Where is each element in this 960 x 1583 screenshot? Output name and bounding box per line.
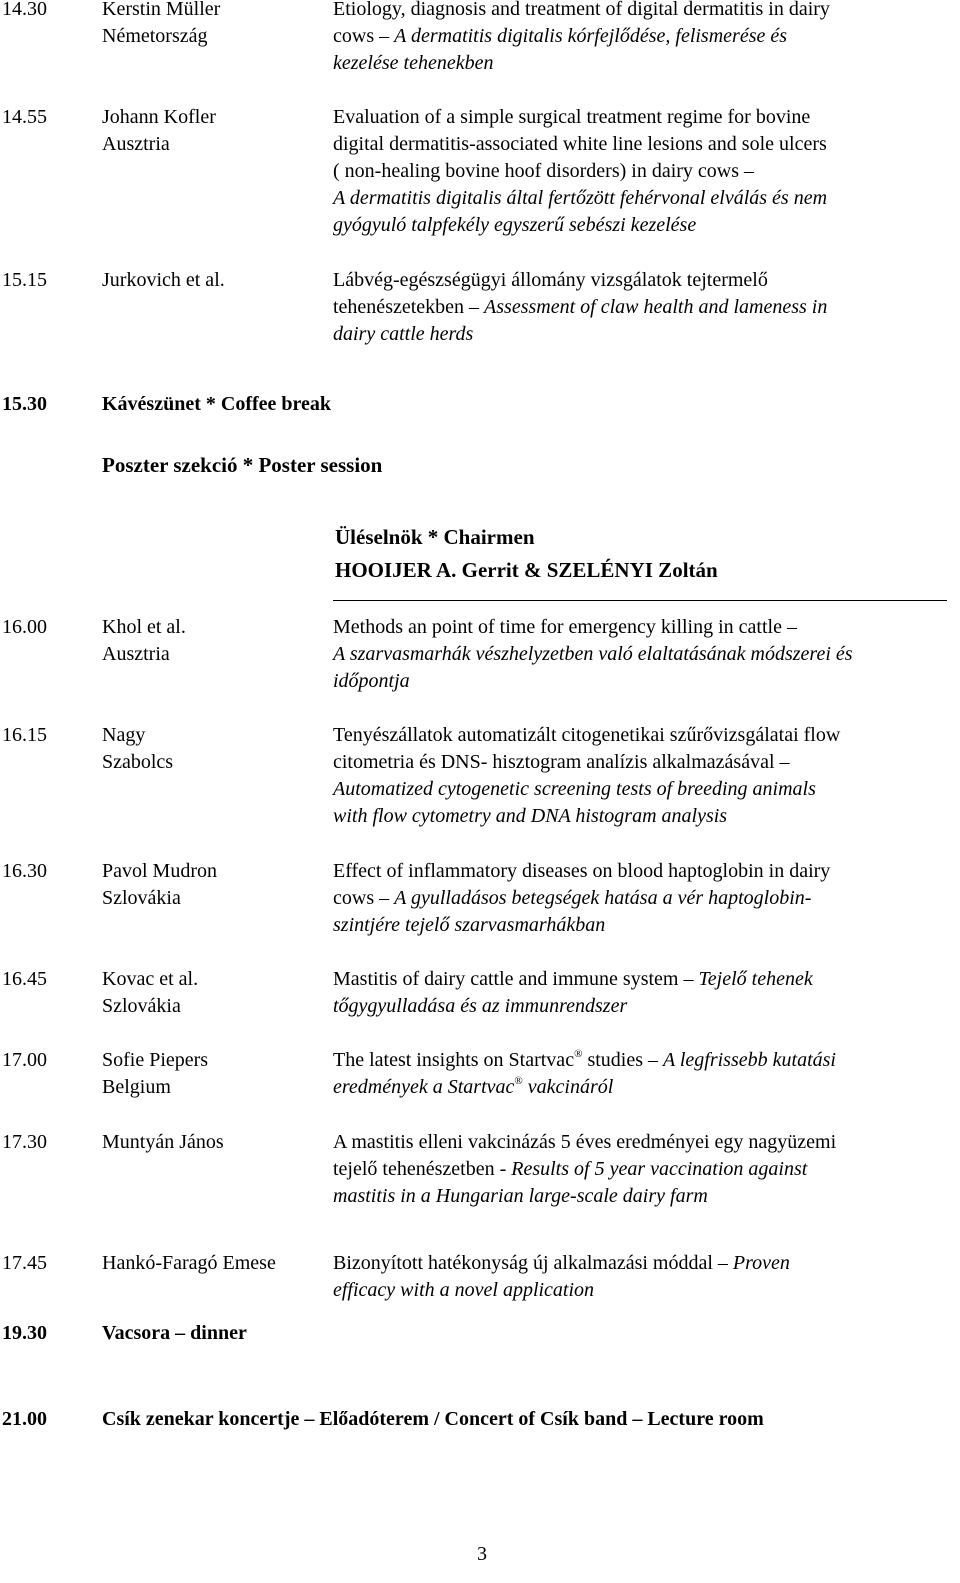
title-segment: cows – bbox=[333, 25, 395, 47]
item-time: 14.55 bbox=[2, 106, 47, 128]
title-line bbox=[333, 885, 947, 912]
page-number: 3 bbox=[477, 1543, 487, 1565]
item-presenter bbox=[102, 0, 220, 50]
title-segment: Evaluation of a simple surgical treatment regime for bovine bbox=[333, 106, 811, 128]
item-presenter bbox=[102, 1047, 208, 1101]
item-title bbox=[333, 614, 947, 695]
title-segment: mastitis in a Hungarian large-scale dairy farm bbox=[333, 1185, 708, 1207]
title-segment: Proven bbox=[732, 1252, 790, 1274]
presenter-country: Ausztria bbox=[102, 133, 170, 155]
title-line bbox=[333, 1074, 947, 1101]
title-line bbox=[333, 158, 947, 185]
presenter-country: Ausztria bbox=[102, 643, 170, 665]
title-segment: A mastitis elleni vakcinázás 5 éves eredményei egy nagyüzemi bbox=[333, 1131, 837, 1153]
item-time: 17.45 bbox=[2, 1252, 47, 1274]
title-line bbox=[333, 641, 947, 668]
title-segment: szintjére tejelő szarvasmarhákban bbox=[333, 914, 606, 936]
title-line bbox=[333, 993, 947, 1020]
title-segment: with flow cytometry and DNA histogram analysis bbox=[333, 805, 728, 827]
chairmen-names: HOOIJER A. Gerrit & SZELÉNYI Zoltán bbox=[335, 558, 718, 582]
title-line bbox=[333, 749, 947, 776]
title-line bbox=[333, 858, 947, 885]
title-segment: tejelő tehenészetben - bbox=[333, 1158, 512, 1180]
item-time: 17.30 bbox=[2, 1131, 47, 1153]
title-segment: A dermatitis digitalis kórfejlődése, felismerése és bbox=[394, 25, 788, 47]
title-segment: studies – bbox=[582, 1049, 663, 1071]
title-segment: Mastitis of dairy cattle and immune system – bbox=[333, 968, 699, 990]
item-time: 16.15 bbox=[2, 724, 47, 746]
title-segment: eredmények a Startvac bbox=[333, 1076, 515, 1098]
presenter-country: Belgium bbox=[102, 1076, 171, 1098]
title-line bbox=[333, 1129, 947, 1156]
title-segment: digital dermatitis-associated white line lesions and sole ulcers bbox=[333, 133, 827, 155]
presenter-country: Németország bbox=[102, 25, 208, 47]
presenter-name: Kovac et al. bbox=[102, 968, 199, 990]
title-segment: Effect of inflammatory diseases on blood haptoglobin in dairy bbox=[333, 860, 831, 882]
title-line bbox=[333, 104, 947, 131]
title-segment: vakcináról bbox=[522, 1076, 614, 1098]
registered-mark: ® bbox=[514, 1075, 523, 1087]
title-segment: kezelése tehenekben bbox=[333, 52, 494, 74]
title-line bbox=[333, 614, 947, 641]
title-segment: A legfrissebb kutatási bbox=[663, 1049, 836, 1071]
title-line bbox=[333, 776, 947, 803]
presenter-name: Sofie Piepers bbox=[102, 1049, 209, 1071]
item-title bbox=[333, 1250, 947, 1304]
title-line bbox=[333, 1047, 947, 1074]
title-line bbox=[333, 294, 947, 321]
title-segment: A szarvasmarhák vészhelyzetben való elaltatásának módszerei és bbox=[333, 643, 853, 665]
item-title bbox=[333, 0, 947, 77]
title-line bbox=[333, 267, 947, 294]
title-line bbox=[333, 212, 947, 239]
title-line bbox=[333, 1250, 947, 1277]
title-line bbox=[333, 668, 947, 695]
title-segment: The latest insights on Startvac bbox=[333, 1049, 575, 1071]
presenter-name: Muntyán János bbox=[102, 1131, 224, 1153]
title-segment: Tenyészállatok automatizált citogenetikai szűrővizsgálatai flow bbox=[333, 724, 841, 746]
poster-session-heading: Poszter szekció * Poster session bbox=[102, 453, 383, 477]
item-time: 16.30 bbox=[2, 860, 47, 882]
title-segment: tehenészetekben – bbox=[333, 296, 485, 318]
item-time: 16.00 bbox=[2, 616, 47, 638]
item-title bbox=[333, 722, 947, 830]
item-title bbox=[333, 1047, 947, 1101]
chairmen-divider bbox=[333, 600, 947, 601]
registered-mark: ® bbox=[574, 1048, 583, 1060]
title-line bbox=[333, 50, 947, 77]
item-presenter bbox=[102, 966, 198, 1020]
coffee-break-time: 15.30 bbox=[2, 393, 47, 415]
title-segment: A dermatitis digitalis által fertőzött fehérvonal elválás és nem bbox=[333, 187, 828, 209]
concert-label: Csík zenekar koncertje – Előadóterem / Concert of Csík band – Lecture room bbox=[102, 1408, 764, 1430]
title-line bbox=[333, 722, 947, 749]
item-presenter bbox=[102, 1129, 224, 1156]
presenter-country: Szabolcs bbox=[102, 751, 174, 773]
dinner-time: 19.30 bbox=[2, 1322, 47, 1344]
item-presenter bbox=[102, 104, 216, 158]
presenter-name: Kerstin Müller bbox=[102, 0, 221, 20]
title-segment: A gyulladásos betegségek hatása a vér haptoglobin- bbox=[394, 887, 812, 909]
title-segment: Etiology, diagnosis and treatment of digital dermatitis in dairy bbox=[333, 0, 830, 20]
item-title bbox=[333, 104, 947, 239]
presenter-name: Johann Kofler bbox=[102, 106, 216, 128]
item-time: 14.30 bbox=[2, 0, 47, 20]
title-segment: Bizonyított hatékonyság új alkalmazási móddal – bbox=[333, 1252, 733, 1274]
title-segment: Assessment of claw health and lameness in bbox=[484, 296, 828, 318]
title-segment: Methods an point of time for emergency killing in cattle – bbox=[333, 616, 797, 638]
title-segment: tőgygyulladása és az immunrendszer bbox=[333, 995, 628, 1017]
item-time: 15.15 bbox=[2, 269, 47, 291]
item-time: 16.45 bbox=[2, 968, 47, 990]
item-presenter bbox=[102, 267, 225, 294]
title-line bbox=[333, 912, 947, 939]
title-segment: ( non-healing bovine hoof disorders) in dairy cows – bbox=[333, 160, 755, 182]
item-time: 17.00 bbox=[2, 1049, 47, 1071]
item-presenter bbox=[102, 722, 173, 776]
chairmen-label: Üléselnök * Chairmen bbox=[335, 525, 535, 549]
item-title bbox=[333, 267, 947, 348]
title-line bbox=[333, 1277, 947, 1304]
title-segment: citometria és DNS- hisztogram analízis alkalmazásával – bbox=[333, 751, 790, 773]
item-presenter bbox=[102, 1250, 276, 1277]
title-line bbox=[333, 23, 947, 50]
title-segment: Automatized cytogenetic screening tests of breeding animals bbox=[333, 778, 816, 800]
title-segment: Tejelő tehenek bbox=[698, 968, 813, 990]
presenter-name: Khol et al. bbox=[102, 616, 186, 638]
title-segment: időpontja bbox=[333, 670, 410, 692]
item-title bbox=[333, 858, 947, 939]
presenter-name: Pavol Mudron bbox=[102, 860, 217, 882]
title-line bbox=[333, 803, 947, 830]
coffee-break-label: Kávészünet * Coffee break bbox=[102, 393, 332, 415]
title-line bbox=[333, 131, 947, 158]
presenter-name: Nagy bbox=[102, 724, 146, 746]
title-line bbox=[333, 0, 947, 23]
title-segment: cows – bbox=[333, 887, 395, 909]
title-line bbox=[333, 321, 947, 348]
title-segment: dairy cattle herds bbox=[333, 323, 474, 345]
title-line bbox=[333, 185, 947, 212]
title-segment: efficacy with a novel application bbox=[333, 1279, 595, 1301]
dinner-label: Vacsora – dinner bbox=[102, 1322, 247, 1344]
title-segment: Lábvég-egészségügyi állomány vizsgálatok tejtermelő bbox=[333, 269, 768, 291]
title-segment: Results of 5 year vaccination against bbox=[511, 1158, 808, 1180]
presenter-name: Hankó-Faragó Emese bbox=[102, 1252, 276, 1274]
title-segment: gyógyuló talpfekély egyszerű sebészi kezelése bbox=[333, 214, 697, 236]
presenter-country: Szlovákia bbox=[102, 995, 181, 1017]
title-line bbox=[333, 1183, 947, 1210]
presenter-name: Jurkovich et al. bbox=[102, 269, 225, 291]
item-presenter bbox=[102, 858, 217, 912]
concert-time: 21.00 bbox=[2, 1408, 47, 1430]
item-title bbox=[333, 966, 947, 1020]
item-title bbox=[333, 1129, 947, 1210]
presenter-country: Szlovákia bbox=[102, 887, 181, 909]
title-line bbox=[333, 966, 947, 993]
item-presenter bbox=[102, 614, 186, 668]
title-line bbox=[333, 1156, 947, 1183]
